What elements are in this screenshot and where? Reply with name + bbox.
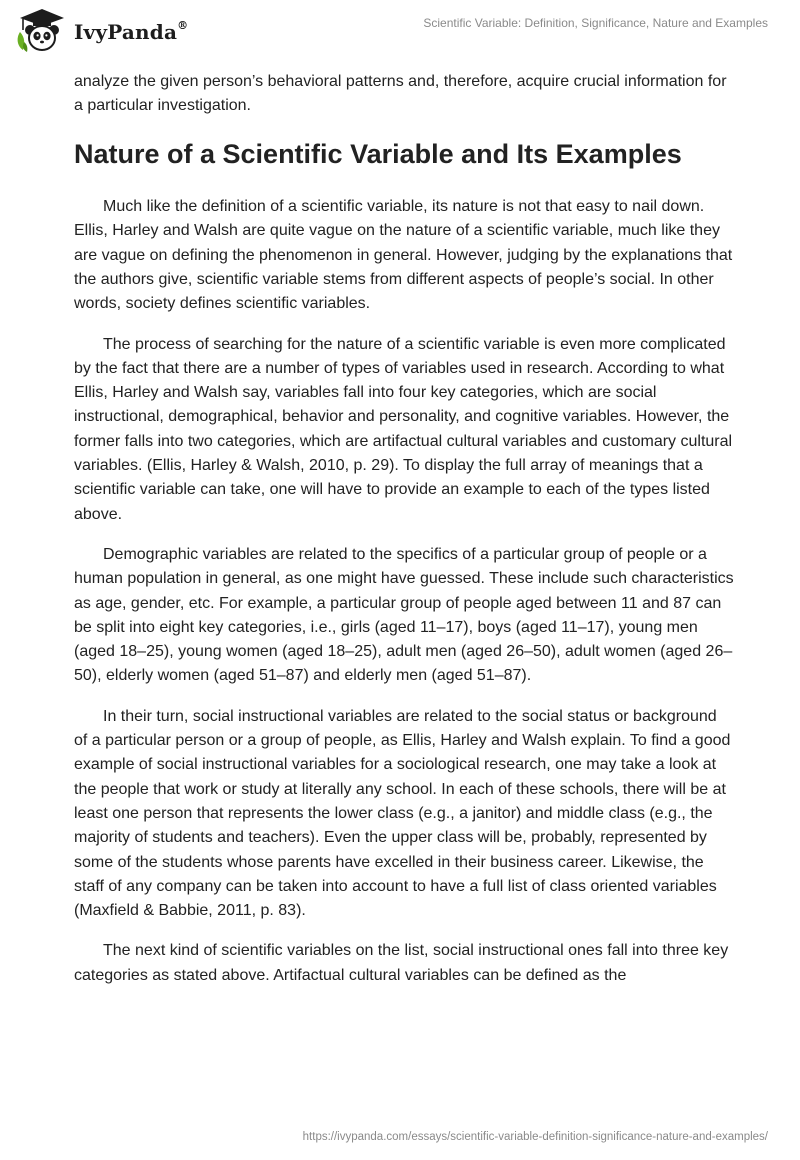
article-body xyxy=(74,70,734,1004)
panda-graduate-logo-icon xyxy=(14,6,70,54)
paragraph-demographic: Demographic variables are related to the specifics of a particular group of people or a human population in general, as one might have guessed. These include such characteristics as age, gender, etc. For example, a particular group of people aged between 11 and 87 can be split into eight key categories, i.e., girls (aged 11–17), boys (aged 11–17), young men (aged 18–25), young women (aged 18–25), adult men (aged 26–50), adult women (aged 26–50), elderly women (aged 51–87) and elderly men (aged 51–87). xyxy=(74,545,734,685)
registered-mark: ® xyxy=(177,19,189,33)
intro-continuation-paragraph: analyze the given person’s behavioral patterns and, therefore, acquire crucial information for a particular investigation. xyxy=(74,73,727,115)
footer-source-url[interactable]: https://ivypanda.com/essays/scientific-variable-definition-significance-nature-and-examples/ xyxy=(302,1131,768,1143)
page-header xyxy=(0,0,800,60)
document-title: Scientific Variable: Definition, Significance, Nature and Examples xyxy=(423,16,768,30)
brand-logo[interactable] xyxy=(14,6,188,54)
paragraph-next-kind: The next kind of scientific variables on the list, social instructional ones fall into three key categories as stated above. Artifactual cultural variables can be defined as the xyxy=(74,942,729,984)
brand-name: IvyPanda® xyxy=(74,19,189,44)
paragraph-nature: Much like the definition of a scientific variable, its nature is not that easy to nail down. Ellis, Harley and Walsh are quite vague on the nature of a scientific variable, much like they are vague on defining the phenomenon in general. However, judging by the explanations that the authors give, scientific variable stems from different aspects of people’s social. In other words, society defines scientific variables. xyxy=(74,198,733,313)
section-heading: Nature of a Scientific Variable and Its Examples xyxy=(74,138,682,169)
paragraph-types: The process of searching for the nature of a scientific variable is even more complicated by the fact that there are a number of types of variables used in research. According to what Ellis, Harley and Walsh say, variables fall into four key categories, which are social instructional, demographical, behavior and personality, and cognitive variables. However, the former falls into two categories, which are artifactual cultural variables and customary cultural variables. (Ellis, Harley & Walsh, 2010, p. 29). To display the full array of meanings that a scientific variable can take, one will have to provide an example to each of the types listed above. xyxy=(74,335,733,523)
paragraph-social-instructional: In their turn, social instructional variables are related to the social status or background of a particular person or a group of people, as Ellis, Harley and Walsh explain. To find a good example of social instructional variables for a sociological research, one may take a look at the people that work or study at literally any school. In each of these schools, there will be at least one person that represents the lower class (e.g., a janitor) and middle class (e.g., the majority of students and teachers). Even the upper class will be, probably, represented by some of the students whose parents have excelled in their business career. Likewise, the staff of any company can be taken into account to have a full list of class oriented variables (Maxfield & Babbie, 2011, p. 83). xyxy=(74,707,731,920)
